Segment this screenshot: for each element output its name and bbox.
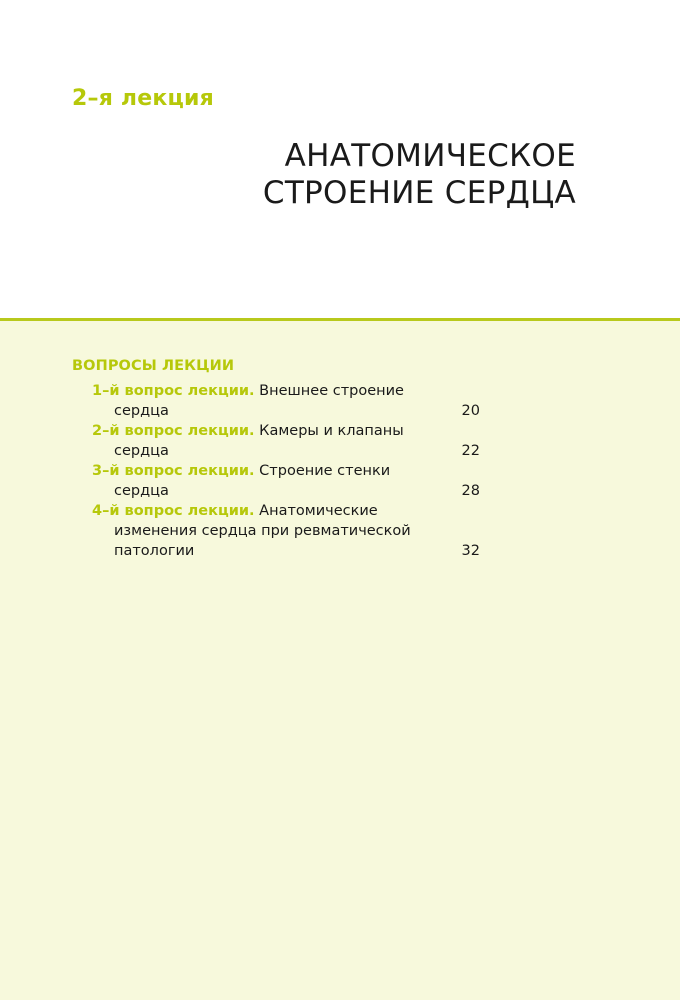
toc-item-text: Внешнее строение сердца — [114, 383, 404, 419]
toc-item-4[interactable] — [92, 501, 482, 561]
page-title — [263, 138, 576, 212]
questions-heading: ВОПРОСЫ ЛЕКЦИИ — [72, 358, 235, 374]
lecture-label: 2–я лекция — [72, 86, 214, 111]
toc-item-prefix: 2–й вопрос лекции. — [92, 423, 255, 439]
toc-item-text: Анатомические изменения сердца при ревматической патологии — [114, 503, 411, 559]
toc-item-page: 28 — [461, 483, 480, 499]
toc-item-1[interactable] — [92, 381, 482, 421]
toc-item-page: 20 — [461, 403, 480, 419]
toc-item-prefix: 1–й вопрос лекции. — [92, 383, 255, 399]
questions-section — [0, 321, 680, 1000]
toc-item-page: 22 — [461, 443, 480, 459]
toc-item-prefix: 4–й вопрос лекции. — [92, 503, 255, 519]
title-line-2: СТРОЕНИЕ СЕРДЦА — [262, 175, 576, 211]
header — [0, 0, 680, 318]
toc-item-page: 32 — [461, 543, 480, 559]
toc-item-2[interactable] — [92, 421, 482, 461]
toc-item-text: Камеры и клапаны сердца — [114, 423, 404, 459]
title-line-1: АНАТОМИЧЕСКОЕ — [284, 138, 576, 174]
toc-item-prefix: 3–й вопрос лекции. — [92, 463, 255, 479]
toc-item-3[interactable] — [92, 461, 482, 501]
table-of-contents — [92, 381, 482, 561]
toc-item-text: Строение стенки сердца — [114, 463, 391, 499]
